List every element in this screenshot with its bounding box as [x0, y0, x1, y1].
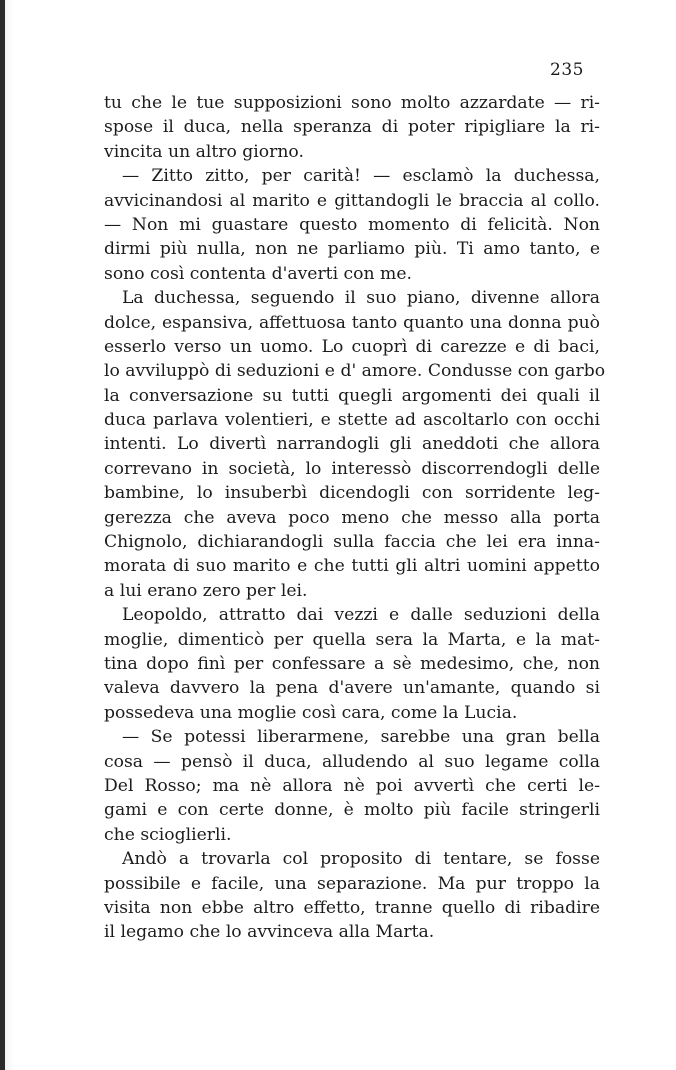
text-line: vincita un altro giorno. — [104, 141, 304, 162]
text-line: gerezza che aveva poco meno che messo alla porta — [104, 507, 600, 528]
text-line: correvano in società, lo interessò discorrendogli delle — [104, 458, 600, 479]
text-line: la conversazione su tutti quegli argomenti dei quali il — [104, 385, 600, 406]
text-line: valeva davvero la pena d'avere un'amante, quando si — [104, 678, 600, 699]
text-line: a lui erano zero per lei. — [104, 580, 308, 601]
text-line: lo avviluppò di seduzioni e d' amore. Condusse con garbo — [104, 361, 606, 382]
text-line: tu che le tue supposizioni sono molto azzardate — ri- — [104, 93, 600, 113]
text-line: avvicinandosi al marito e gittandogli le braccia al collo. — [104, 190, 600, 211]
text-line: dirmi più nulla, non ne parliamo più. Ti amo tanto, e — [104, 239, 600, 260]
text-line: visita non ebbe altro effetto, tranne quello di ribadire — [104, 897, 600, 918]
text-line: Andò a trovarla col proposito di tentare, se fosse — [122, 849, 600, 870]
text-line: cosa — pensò il duca, alludendo al suo legame colla — [104, 751, 600, 772]
page-number: 235 — [550, 60, 584, 80]
text-line: La duchessa, seguendo il suo piano, divenne allora — [122, 288, 600, 309]
body-text — [104, 91, 606, 945]
text-line: tina dopo finì per confessare a sè medesimo, che, non — [104, 653, 600, 674]
text-line: intenti. Lo divertì narrandogli gli aneddoti che allora — [104, 434, 600, 455]
text-line: — Zitto zitto, per carità! — esclamò la duchessa, — [122, 166, 600, 187]
text-line: bambine, lo insuberbì dicendogli con sorridente leg- — [104, 483, 600, 504]
text-line: esserlo verso un uomo. Lo cuoprì di carezze e di baci, — [104, 336, 600, 357]
text-line: gami e con certe donne, è molto più facile stringerli — [104, 800, 600, 821]
text-line: spose il duca, nella speranza di poter ripigliare la ri- — [104, 117, 600, 138]
text-line: — Non mi guastare questo momento di felicità. Non — [104, 214, 600, 235]
text-line: morata di suo marito e che tutti gli altri uomini appetto — [104, 556, 600, 577]
text-line: Chignolo, dichiarandogli sulla faccia che lei era inna- — [104, 532, 600, 553]
text-line: moglie, dimenticò per quella sera la Marta, e la mat- — [104, 629, 600, 650]
text-line: sono così contenta d'averti con me. — [104, 263, 412, 284]
text-line: dolce, espansiva, affettuosa tanto quanto una donna può — [104, 312, 600, 333]
text-line: possedeva una moglie così cara, come la Lucia. — [104, 702, 518, 723]
text-line: Leopoldo, attratto dai vezzi e dalle seduzioni della — [122, 605, 600, 626]
text-line: il legamo che lo avvinceva alla Marta. — [104, 922, 435, 943]
text-line: Del Rosso; ma nè allora nè poi avvertì che certi le- — [104, 775, 600, 796]
text-line: possibile e facile, una separazione. Ma pur troppo la — [104, 873, 600, 894]
binding-edge — [0, 0, 5, 1070]
text-line: duca parlava volentieri, e stette ad ascoltarlo con occhi — [104, 410, 600, 431]
text-line: — Se potessi liberarmene, sarebbe una gran bella — [122, 727, 600, 748]
text-line: che scioglierli. — [104, 824, 232, 845]
